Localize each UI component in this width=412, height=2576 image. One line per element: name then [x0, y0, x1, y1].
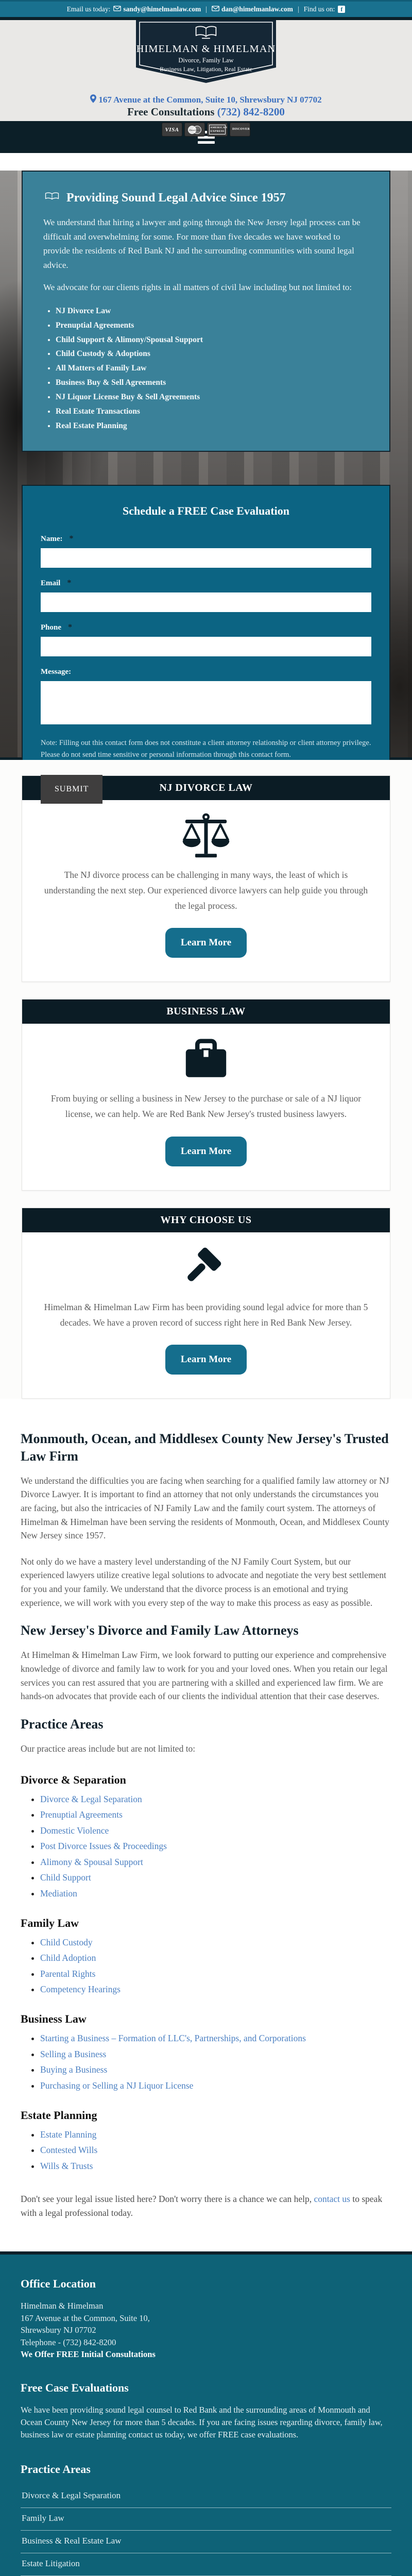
group-estate-planning: Estate Planning: [21, 2108, 97, 2122]
card-text: From buying or selling a business in New Jersey to the purchase or sale of a NJ liquor license, we can help. We are Red Bank New Jersey's trusted business lawyers.: [50, 1093, 362, 1119]
practice-link[interactable]: Divorce & Legal Separation: [40, 1793, 142, 1804]
topbar-separator: |: [297, 5, 299, 13]
form-title: Schedule a FREE Case Evaluation: [123, 504, 289, 517]
learn-more-button[interactable]: Learn More: [165, 1345, 247, 1375]
office-line: Himelman & Himelman: [21, 2301, 104, 2311]
outro-text-pre: Don't see your legal issue listed here? Don't worry there is a chance we can help,: [21, 2193, 314, 2204]
office-line: 167 Avenue at the Common, Suite 10,: [21, 2313, 150, 2323]
practice-link[interactable]: Competency Hearings: [40, 1984, 121, 1995]
list-item: [40, 2080, 391, 2091]
article-paragraph-2: Not only do we have a mastery level understanding of the NJ Family Court System, but our experienced lawyers utilize creative legal solutions to advocate and negotiate the very best settlement for you and your family. We understand that the divorce process is an emotional and trying experience, we will work with you every step of the way to make this process as easy as possible.: [21, 1556, 386, 1608]
list-item: [40, 1794, 391, 1805]
logo[interactable]: [136, 20, 276, 83]
consultations-label: Free Consultations: [127, 106, 215, 118]
location-pin-icon: [90, 94, 96, 106]
learn-more-button[interactable]: Learn More: [165, 928, 247, 958]
list-item: [40, 1872, 391, 1883]
phone-field-row: [41, 623, 371, 667]
form-disclaimer-note: Note: Filling out this contact form does not constitute a client attorney relationship or client attorney privilege. Please do not send time sensitive or personal information through this contact form.: [41, 738, 371, 759]
divorce-separation-links: [40, 1794, 391, 1899]
logo-tagline-2: Business Law, Litigation, Real Estate: [160, 65, 252, 73]
article-paragraph-1: We understand the difficulties you are facing when searching for a qualified family law attorney or NJ Divorce Lawyer. It is important to find an attorney that not only understands the circumstances you are facing, but also the intricacies of NJ Family Law and the family court system. The attorneys of Himelman & Himelman have been serving the residents of Monmouth, Ocean, and Middlesex County New Jersey since 1957.: [21, 1475, 389, 1541]
list-item: • NJ Liquor License Buy & Sell Agreements: [56, 392, 369, 403]
email-address-dan: dan@himelmanlaw.com: [221, 5, 293, 13]
footer-practice-areas-heading: Practice Areas: [21, 2462, 91, 2476]
briefcase-icon: [38, 1036, 374, 1088]
hero-intro-paragraph-2: We advocate for our clients rights in all matters of civil law including but not limited to:: [43, 282, 352, 293]
card-text: The NJ divorce process can be challenging in many ways, the least of which is understanding the next step. Our experienced divorce lawyers can help guide you through the legal process.: [44, 870, 368, 911]
list-item: [40, 2129, 391, 2140]
list-item: [40, 2145, 391, 2156]
footer-practice-areas: [21, 2463, 391, 2576]
list-item: [40, 1937, 391, 1948]
logo-content: [136, 20, 276, 83]
payment-methods: [0, 123, 412, 137]
consultations-line: [0, 106, 412, 118]
outro-text-post: to speak with a legal professional today.: [21, 2193, 383, 2218]
hero-intro-title: Providing Sound Legal Advice Since 1957: [66, 191, 286, 205]
mastercard-icon: MasterCard: [184, 123, 205, 137]
footer-practice-link[interactable]: Estate Litigation: [21, 2553, 391, 2576]
open-book-icon: [43, 191, 61, 205]
footer-practice-link[interactable]: Family Law: [21, 2508, 391, 2531]
name-label: Name:: [41, 534, 63, 543]
envelope-icon: [113, 5, 121, 13]
hero-intro-paragraph-1: We understand that hiring a lawyer and going through the New Jersey legal process can be difficult and overwhelming for some. For more than five decades we have worked to provide the residents of Red Bank NJ and the surrounding communities with sound legal advice.: [43, 217, 360, 270]
learn-more-button[interactable]: Learn More: [165, 1137, 247, 1166]
business-law-links: [40, 2033, 391, 2091]
practice-link[interactable]: Child Custody: [40, 1937, 93, 1947]
list-item: • All Matters of Family Law: [56, 363, 369, 374]
required-mark: *: [68, 622, 73, 632]
practice-link[interactable]: Buying a Business: [40, 2064, 108, 2075]
message-label: Message:: [41, 667, 72, 676]
office-phone-line: Telephone - (732) 842-8200: [21, 2337, 116, 2347]
practice-link[interactable]: Starting a Business – Formation of LLC's, Partnerships, and Corporations: [40, 2033, 306, 2044]
name-input[interactable]: [41, 548, 371, 568]
card-title: WHY CHOOSE US: [22, 1208, 390, 1232]
email-link-dan[interactable]: [212, 5, 293, 13]
free-case-evaluations-heading: Free Case Evaluations: [21, 2381, 129, 2395]
practice-link[interactable]: Mediation: [40, 1888, 77, 1899]
required-mark: *: [67, 578, 72, 587]
list-item: [40, 2064, 391, 2075]
facebook-icon[interactable]: [338, 6, 345, 13]
family-law-links: [40, 1937, 391, 1995]
gavel-icon: [38, 1245, 374, 1297]
estate-planning-links: [40, 2129, 391, 2172]
card-business-law: [22, 999, 390, 1191]
article-heading-2: New Jersey's Divorce and Family Law Attorneys: [21, 1623, 299, 1638]
list-item: [40, 2161, 391, 2172]
submit-button[interactable]: SUBMIT: [41, 775, 102, 804]
article-paragraph-3: At Himelman & Himelman Law Firm, we look forward to putting our experience and comprehensive knowledge of divorce and family law to work for you and your loved ones. When you retain our legal services you can rest assured that you are partnering with a skilled and experienced law firm. We are hands-on advocates that provide each of our clients the individual attention that their case deserves.: [21, 1650, 388, 1702]
article-outro: [21, 2192, 391, 2220]
list-item: • NJ Divorce Law: [56, 306, 369, 317]
list-item: • Real Estate Planning: [56, 421, 369, 432]
practice-link[interactable]: Child Support: [40, 1872, 91, 1883]
footer-free-case-evaluations: [21, 2381, 391, 2441]
open-book-icon: [192, 33, 220, 42]
phone-link[interactable]: (732) 842-8200: [217, 106, 285, 118]
services-section: [0, 760, 412, 1399]
list-item: [40, 1841, 391, 1852]
card-title: NJ DIVORCE LAW: [22, 776, 390, 800]
list-item: [40, 1809, 391, 1820]
list-item: [40, 1953, 391, 1963]
message-field-row: [41, 667, 371, 732]
required-mark: *: [69, 534, 74, 543]
card-body: [22, 800, 390, 981]
footer-office-location: [21, 2277, 391, 2360]
logo-firm-name: HIMELMAN & HIMELMAN: [136, 43, 276, 55]
group-family-law: Family Law: [21, 1916, 79, 1929]
envelope-icon: [212, 5, 219, 13]
card-body: [22, 1024, 390, 1190]
list-item: [40, 1888, 391, 1899]
card-why-choose-us: [22, 1208, 390, 1399]
card-body: [22, 1232, 390, 1399]
hero-intro-heading: [43, 191, 369, 205]
address-text: 167 Avenue at the Common, Suite 10, Shrewsbury NJ 07702: [98, 95, 322, 105]
topbar-email-label: Email us today:: [66, 5, 111, 13]
list-item: • Business Buy & Sell Agreements: [56, 378, 369, 388]
hero-practice-list: [56, 306, 369, 432]
topbar: [0, 0, 412, 17]
practice-link[interactable]: Prenuptial Agreements: [40, 1809, 123, 1820]
list-item: [40, 2033, 391, 2044]
scales-icon: [38, 812, 374, 865]
practice-link[interactable]: Selling a Business: [40, 2048, 107, 2059]
list-item: • Prenuptial Agreements: [56, 320, 369, 331]
list-item: [40, 1857, 391, 1868]
practice-link[interactable]: Domestic Violence: [40, 1825, 109, 1836]
logo-tagline-1: Divorce, Family Law: [178, 57, 234, 64]
list-item: • Child Custody & Adoptions: [56, 349, 369, 360]
phone-input[interactable]: [41, 637, 371, 656]
article-section: [0, 1416, 412, 2251]
card-text: Himelman & Himelman Law Firm has been providing sound legal advice for more than 5 decades. We have a proven record of success right here in Red Bank New Jersey.: [44, 1301, 368, 1328]
office-location-heading: Office Location: [21, 2277, 96, 2291]
hero-section: [0, 171, 412, 793]
site-header: [0, 20, 412, 133]
practice-link[interactable]: Purchasing or Selling a NJ Liquor License: [40, 2080, 194, 2091]
free-consultations-line: We Offer FREE Initial Consultations: [21, 2349, 156, 2360]
practice-link[interactable]: Post Divorce Issues & Proceedings: [40, 1841, 167, 1852]
email-address-sandy: sandy@himelmanlaw.com: [123, 5, 201, 13]
list-item: • Real Estate Transactions: [56, 406, 369, 417]
email-input[interactable]: [41, 592, 371, 612]
topbar-separator: |: [205, 5, 207, 13]
free-case-evaluations-text: We have been providing sound legal counsel to Red Bank and the surrounding areas of Monmouth and Ocean County New Jersey for more than 5 decades. If you are facing issues regarding divorce, family law, business law or estate planning contact us today, we offer FREE case evaluations.: [21, 2405, 383, 2439]
discover-icon: DISCOVER: [230, 123, 250, 137]
address-line: [0, 94, 412, 106]
footer-practice-link[interactable]: Divorce & Legal Separation: [21, 2485, 391, 2508]
practice-link[interactable]: Wills & Trusts: [40, 2160, 93, 2171]
group-business-law: Business Law: [21, 2012, 87, 2026]
email-label: Email: [41, 579, 61, 587]
hero-intro-box: [22, 171, 390, 452]
practice-link[interactable]: Child Adoption: [40, 1953, 96, 1963]
list-item: [40, 1969, 391, 1979]
amex-icon: AMERICAN EXPRESS: [207, 123, 228, 137]
article-heading-1: Monmouth, Ocean, and Middlesex County New Jersey's Trusted Law Firm: [21, 1431, 389, 1464]
contact-us-link[interactable]: contact us: [314, 2193, 350, 2204]
card-title: BUSINESS LAW: [22, 999, 390, 1024]
name-field-row: [41, 534, 371, 579]
list-item: [40, 1984, 391, 1995]
visa-icon: VISA: [162, 123, 182, 137]
office-line: Shrewsbury NJ 07702: [21, 2325, 96, 2335]
message-textarea[interactable]: [41, 681, 371, 724]
practice-areas-intro: Our practice areas include but are not limited to:: [21, 1743, 196, 1754]
list-item: • Child Support & Alimony/Spousal Support: [56, 335, 369, 346]
address-link[interactable]: [90, 94, 321, 106]
card-nj-divorce-law: [22, 775, 390, 982]
practice-link[interactable]: Contested Wills: [40, 2145, 98, 2156]
practice-areas-heading: Practice Areas: [21, 1716, 104, 1732]
practice-link[interactable]: Alimony & Spousal Support: [40, 1856, 143, 1867]
list-item: [40, 2049, 391, 2060]
practice-link[interactable]: Estate Planning: [40, 2129, 97, 2140]
email-link-sandy[interactable]: [113, 5, 201, 13]
topbar-find-us-label: Find us on:: [303, 5, 335, 13]
group-divorce-separation: Divorce & Separation: [21, 1773, 126, 1786]
email-field-row: [41, 579, 371, 623]
practice-link[interactable]: Parental Rights: [40, 1968, 96, 1979]
site-footer: [0, 2251, 412, 2576]
phone-label: Phone: [41, 623, 62, 632]
list-item: [40, 1825, 391, 1836]
footer-practice-link[interactable]: Business & Real Estate Law: [21, 2531, 391, 2553]
